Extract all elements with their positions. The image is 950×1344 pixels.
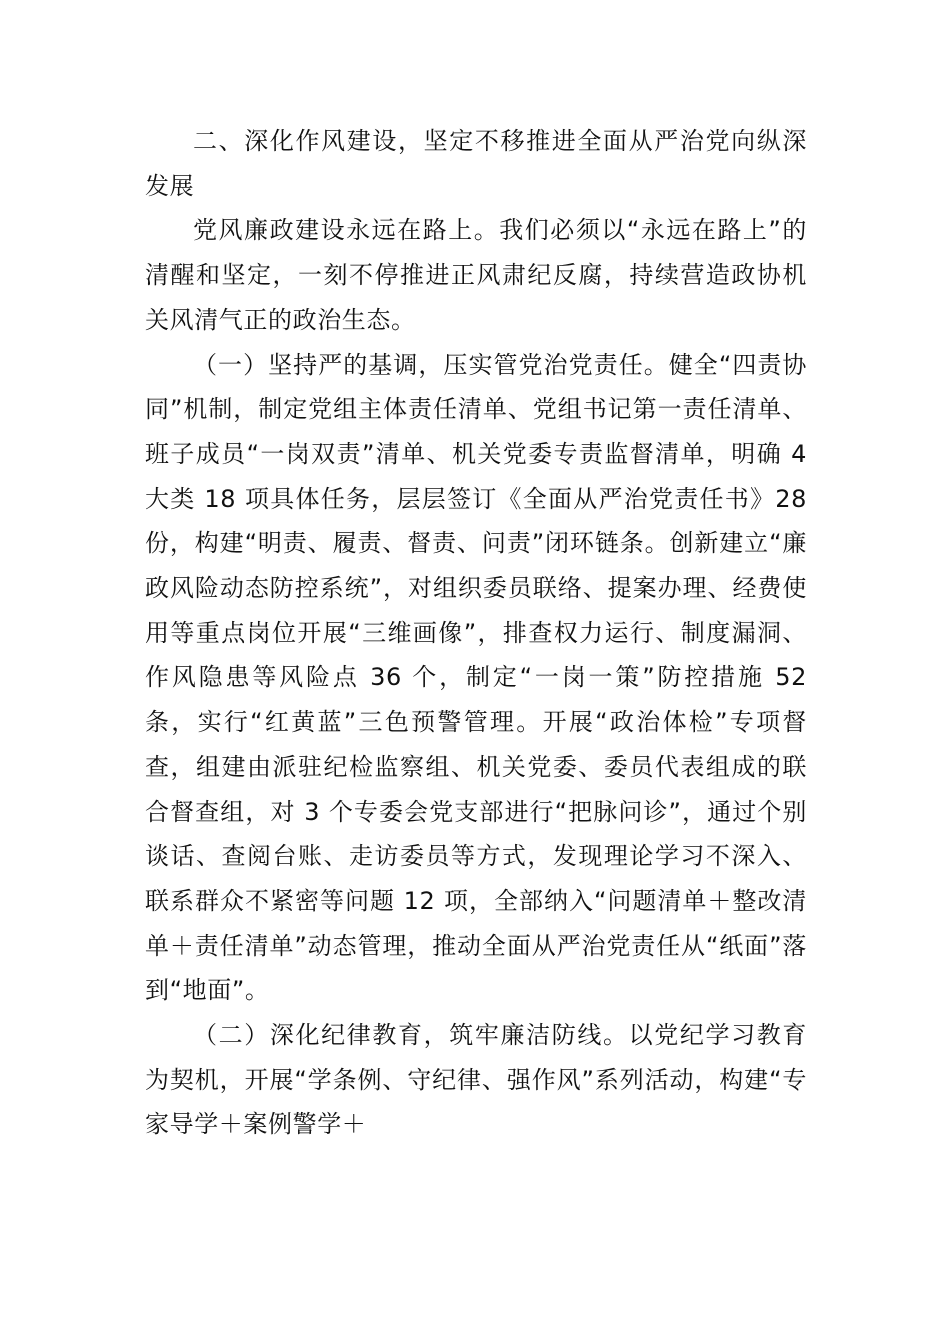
document-body [145,119,807,1147]
paragraph-section-1: （一）坚持严的基调，压实管党治党责任。健全“四责协同”机制，制定党组主体责任清单、党组书记第一责任清单、班子成员“一岗双责”清单、机关党委专责监督清单，明确 4 大类 18 项具体任务，层层签订《全面从严治党责任书》28 份，构建“明责、履责、督责、问责”闭环链条。创新建立“廉政风险动态防控系统”，对组织委员联络、提案办理、经费使用等重点岗位开展“三维画像”，排查权力运行、制度漏洞、作风隐患等风险点 36 个，制定“一岗一策”防控措施 52 条，实行“红黄蓝”三色预警管理。开展“政治体检”专项督查，组建由派驻纪检监察组、机关党委、委员代表组成的联合督查组，对 3 个专委会党支部进行“把脉问诊”，通过个别谈话、查阅台账、走访委员等方式，发现理论学习不深入、联系群众不紧密等问题 12 项，全部纳入“问题清单＋整改清单＋责任清单”动态管理，推动全面从严治党责任从“纸面”落到“地面”。 [145,350,807,1005]
paragraph-section-2: （二）深化纪律教育，筑牢廉洁防线。以党纪学习教育为契机，开展“学条例、守纪律、强作风”系列活动，构建“专家导学＋案例警学＋ [145,1021,807,1139]
section-heading: 二、深化作风建设，坚定不移推进全面从严治党向纵深发展 [145,127,807,200]
paragraph-intro: 党风廉政建设永远在路上。我们必须以“永远在路上”的清醒和坚定，一刻不停推进正风肃纪反腐，持续营造政协机关风清气正的政治生态。 [145,216,807,334]
